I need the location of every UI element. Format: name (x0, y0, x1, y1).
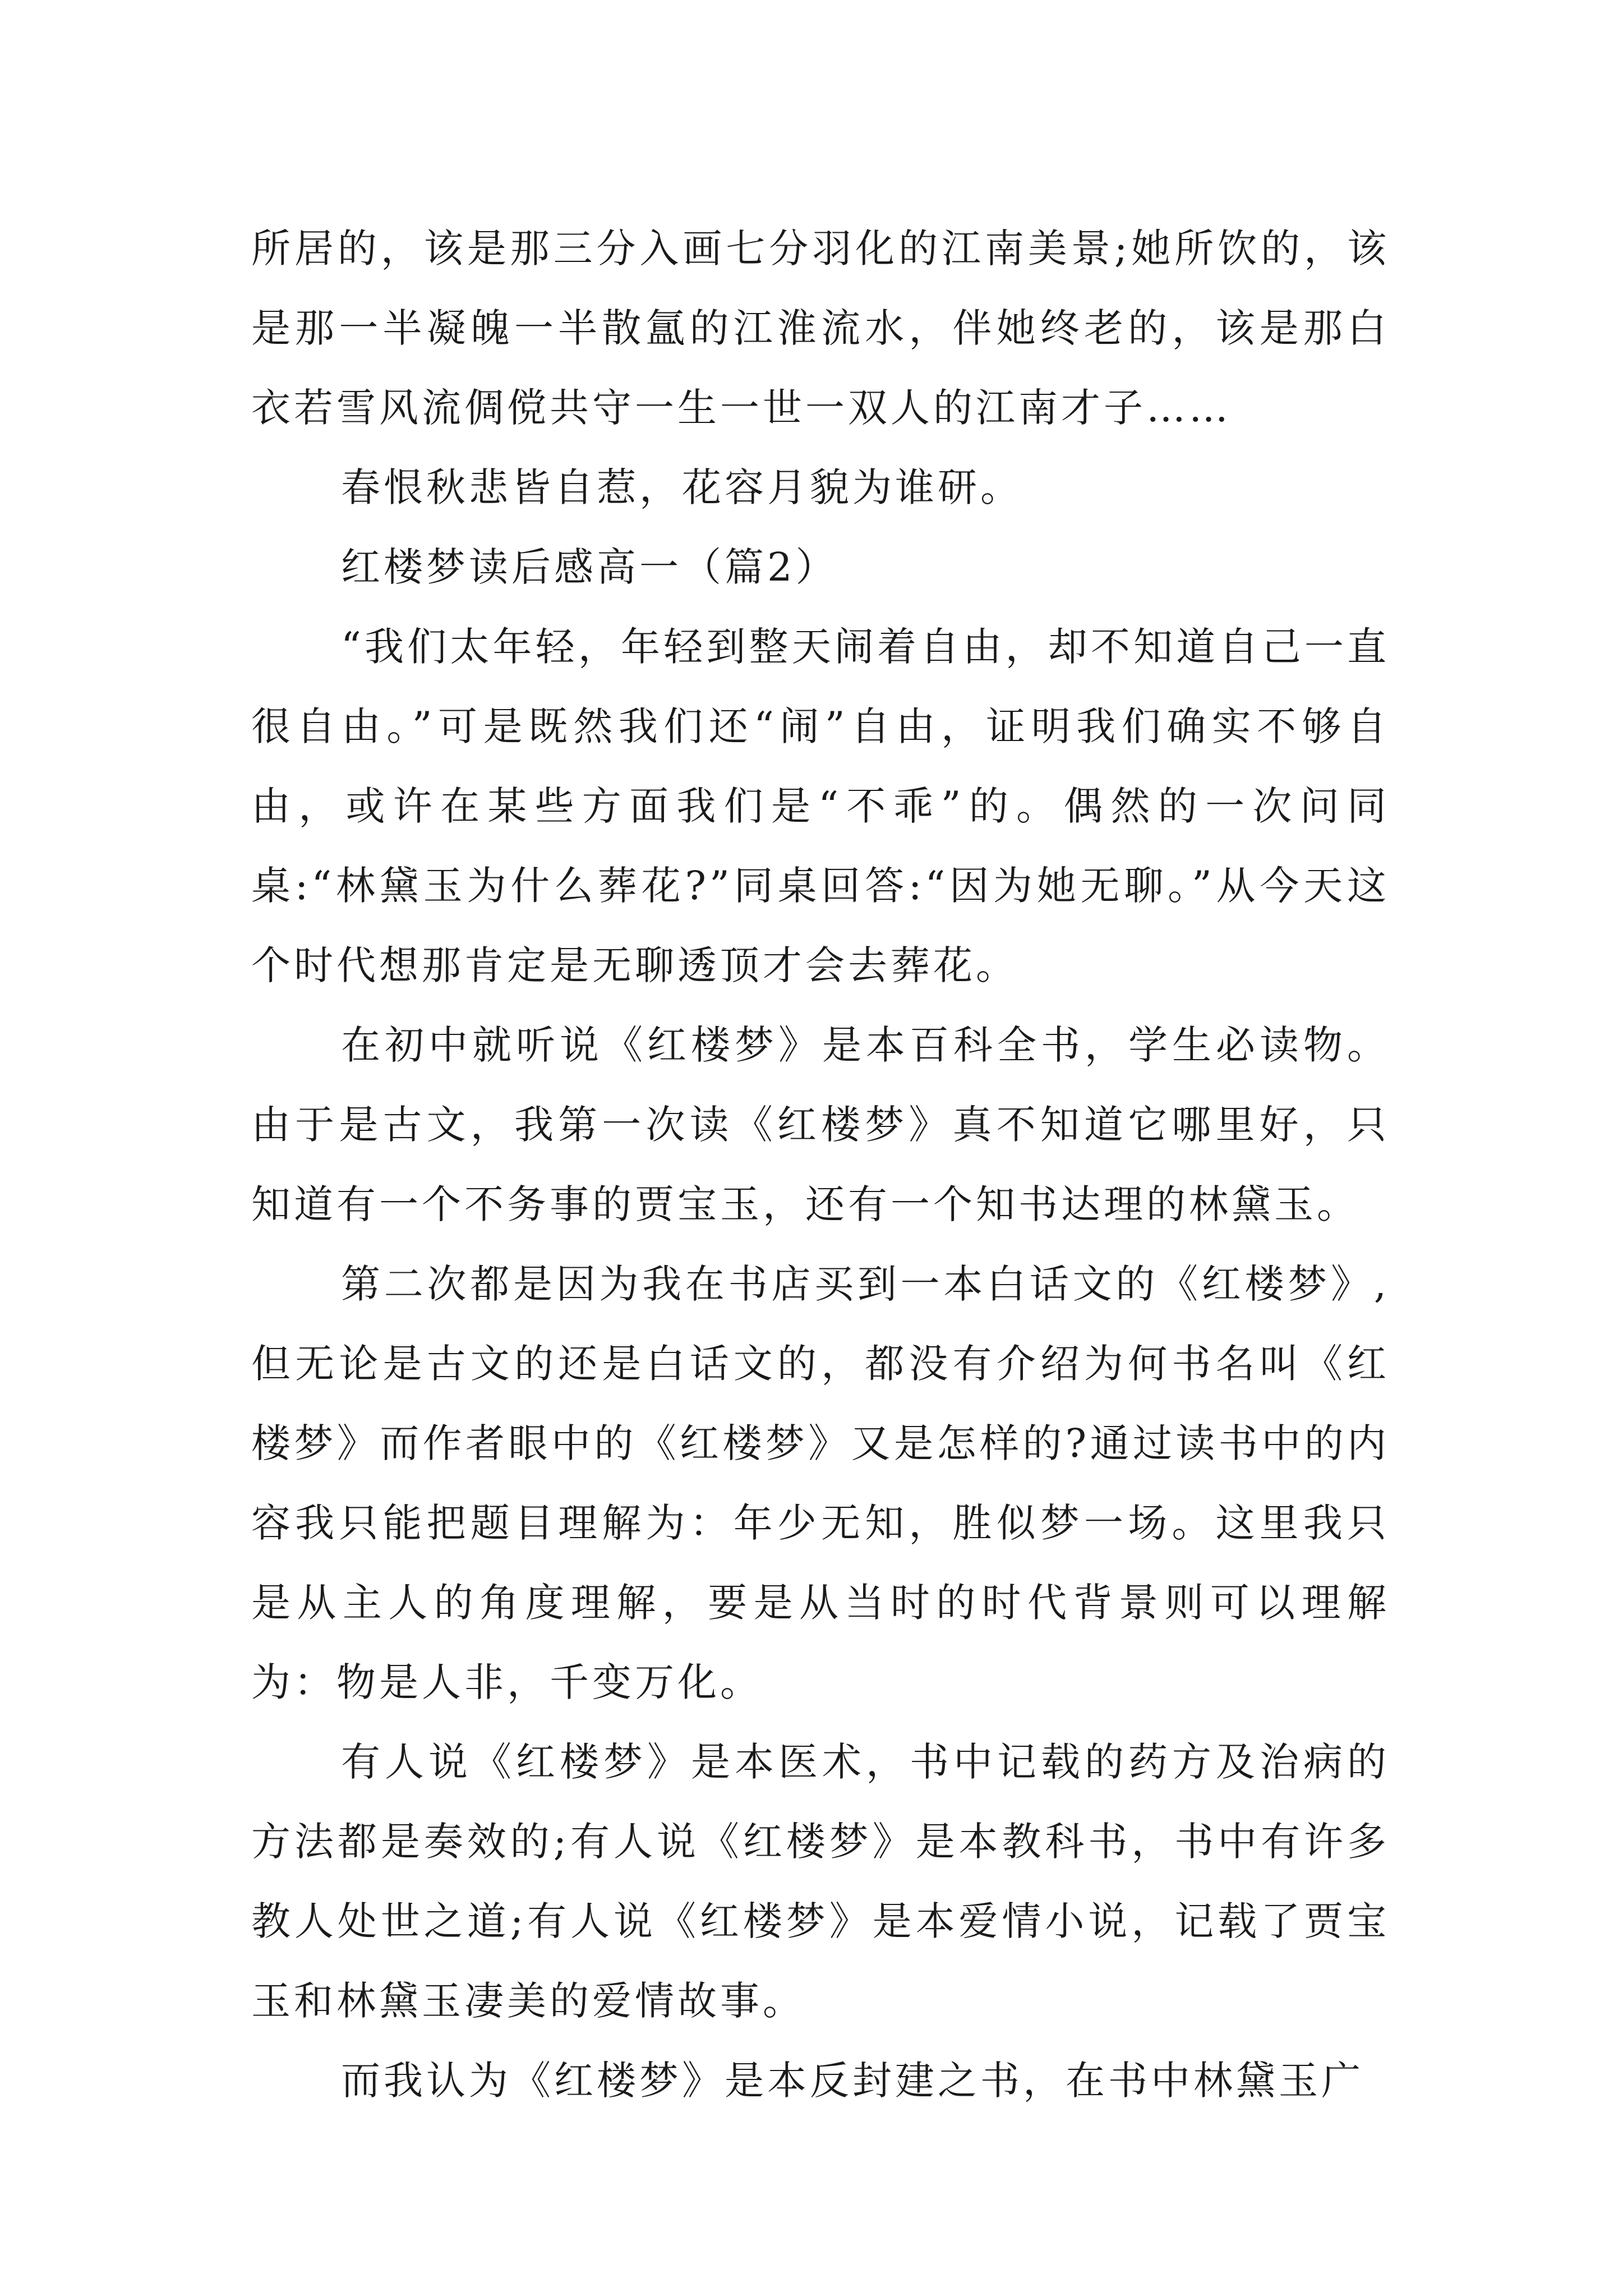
paragraph: 在初中就听说《红楼梦》是本百科全书，学生必读物。由于是古文，我第一次读《红楼梦》真不知道它哪里好，只知道有一个不务事的贾宝玉，还有一个知书达理的林黛玉。 (251, 1022, 1390, 1227)
paragraph-poem-line: 春恨秋悲皆自惹，花容月貌为谁研。 (341, 464, 1023, 510)
section-heading: 红楼梦读后感高一（篇2） (341, 544, 838, 590)
paragraph: “我们太年轻，年轻到整天闹着自由，却不知道自己一直很自由。”可是既然我们还“闹”自由，证明我们确实不够自由，或许在某些方面我们是“不乖”的。偶然的一次问同桌:“林黛玉为什么葬花?”同桌回答:“因为她无聊。”从今天这个时代想那肯定是无聊透顶才会去葬花。 (251, 624, 1390, 988)
paragraph: 第二次都是因为我在书店买到一本白话文的《红楼梦》,但无论是古文的还是白话文的，都没有介绍为何书名叫《红楼梦》而作者眼中的《红楼梦》又是怎样的?通过读书中的内容我只能把题目理解为：年少无知，胜似梦一场。这里我只是从主人的角度理解，要是从当时的时代背景则可以理解为：物是人非，千变万化。 (251, 1261, 1390, 1705)
paragraph: 而我认为《红楼梦》是本反封建之书，在书中林黛玉广 (341, 2058, 1364, 2104)
paragraph-continuation: 所居的，该是那三分入画七分羽化的江南美景;她所饮的，该是那一半凝魄一半散氲的江淮流水，伴她终老的，该是那白衣若雪风流倜傥共守一生一世一双人的江南才子…… (251, 226, 1390, 431)
paragraph: 有人说《红楼梦》是本医术，书中记载的药方及治病的方法都是奏效的;有人说《红楼梦》是本教科书，书中有许多教人处世之道;有人说《红楼梦》是本爱情小说，记载了贾宝玉和林黛玉凄美的爱情故事。 (251, 1739, 1390, 2024)
document-body (251, 209, 1390, 2120)
